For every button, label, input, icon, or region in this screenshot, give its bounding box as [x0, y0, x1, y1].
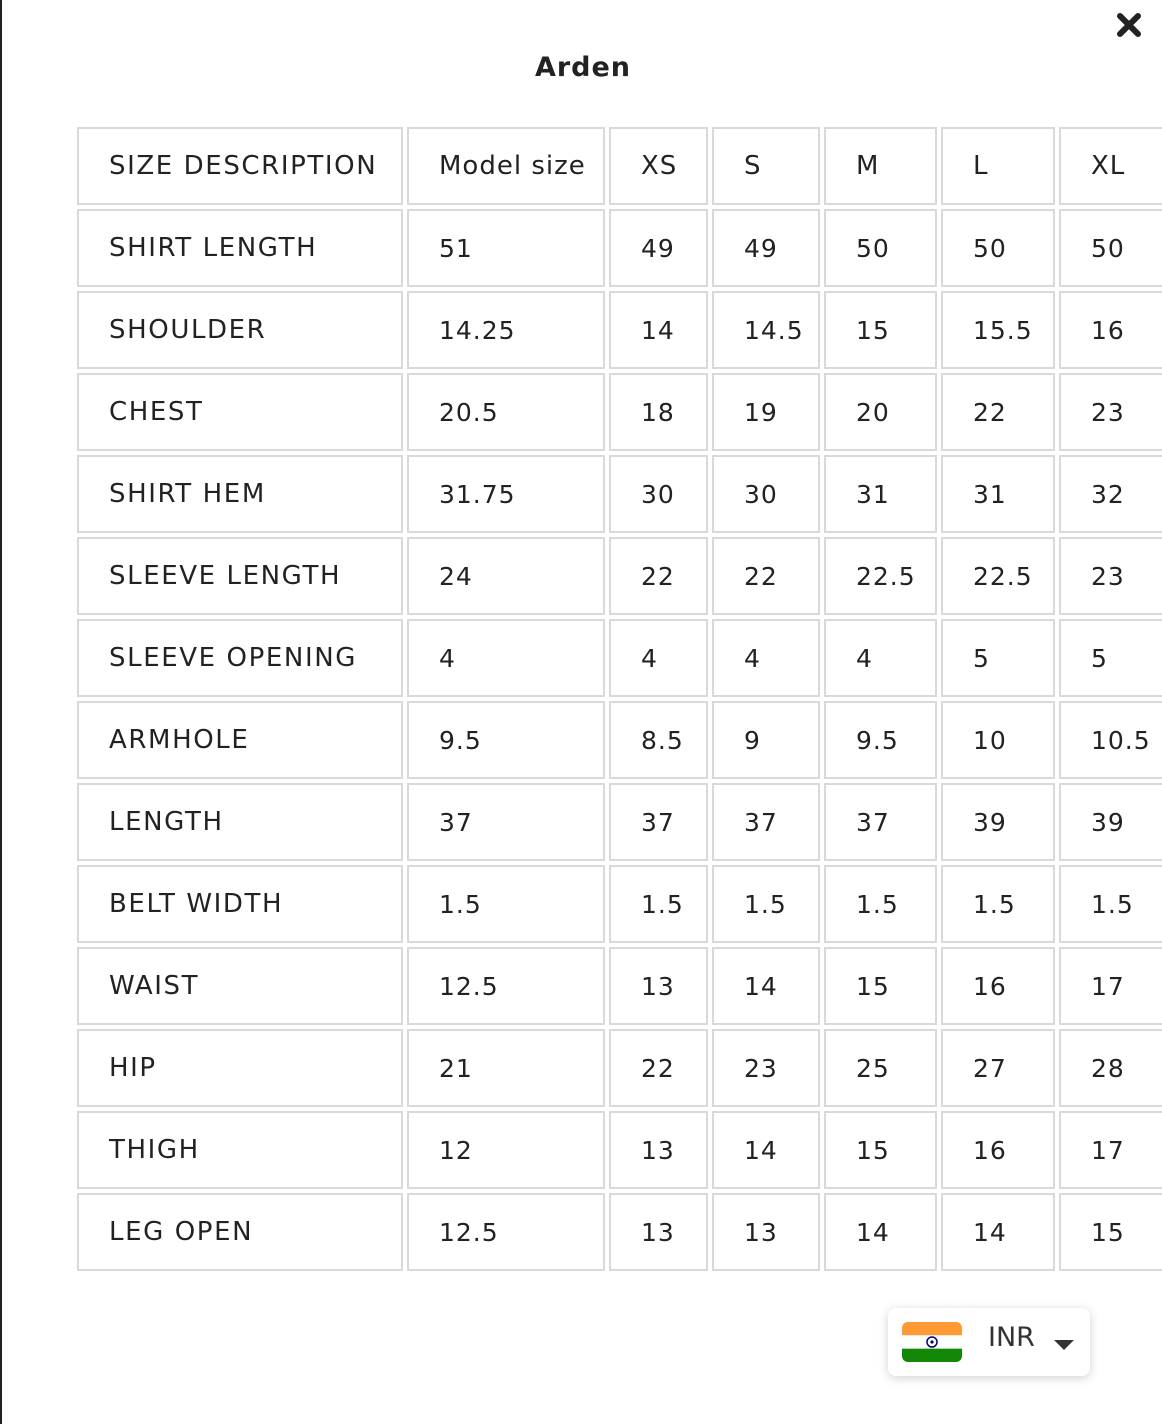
table-cell: 31.75 [407, 455, 605, 533]
table-cell: 20 [824, 373, 937, 451]
table-cell: 37 [609, 783, 708, 861]
table-cell: 23 [712, 1029, 820, 1107]
table-row [77, 209, 1162, 287]
table-body [77, 209, 1162, 1271]
table-cell: 16 [1059, 291, 1162, 369]
table-cell: 9.5 [824, 701, 937, 779]
table-row [77, 619, 1162, 697]
table-cell: 24 [407, 537, 605, 615]
table-row [77, 373, 1162, 451]
table-cell: 14 [712, 947, 820, 1025]
table-cell: 27 [941, 1029, 1055, 1107]
table-cell: 13 [609, 1193, 708, 1271]
table-cell: 1.5 [1059, 865, 1162, 943]
table-row [77, 1193, 1162, 1271]
table-cell: 10 [941, 701, 1055, 779]
row-label: WAIST [77, 947, 403, 1025]
header-size-xs: XS [609, 127, 708, 205]
table-cell: 49 [609, 209, 708, 287]
header-size-model-size: Model size [407, 127, 605, 205]
table-cell: 22 [712, 537, 820, 615]
table-row [77, 291, 1162, 369]
table-cell: 14.5 [712, 291, 820, 369]
currency-selector[interactable] [888, 1308, 1090, 1376]
row-label: SHOULDER [77, 291, 403, 369]
header-size-l: L [941, 127, 1055, 205]
size-table [73, 123, 1162, 1275]
table-cell: 13 [712, 1193, 820, 1271]
table-cell: 13 [609, 1111, 708, 1189]
table-cell: 37 [712, 783, 820, 861]
table-row [77, 1111, 1162, 1189]
table-cell: 12.5 [407, 947, 605, 1025]
table-row [77, 783, 1162, 861]
table-cell: 37 [824, 783, 937, 861]
table-cell: 31 [941, 455, 1055, 533]
row-label: SLEEVE OPENING [77, 619, 403, 697]
table-cell: 31 [824, 455, 937, 533]
table-cell: 25 [824, 1029, 937, 1107]
table-cell: 20.5 [407, 373, 605, 451]
row-label: SHIRT HEM [77, 455, 403, 533]
table-cell: 1.5 [609, 865, 708, 943]
table-cell: 50 [941, 209, 1055, 287]
table-cell: 37 [407, 783, 605, 861]
table-row [77, 865, 1162, 943]
row-label: ARMHOLE [77, 701, 403, 779]
row-label: THIGH [77, 1111, 403, 1189]
table-cell: 22.5 [941, 537, 1055, 615]
table-cell: 14.25 [407, 291, 605, 369]
table-cell: 15 [824, 947, 937, 1025]
table-cell: 15 [1059, 1193, 1162, 1271]
table-cell: 1.5 [712, 865, 820, 943]
table-cell: 22 [609, 537, 708, 615]
table-cell: 50 [824, 209, 937, 287]
table-cell: 16 [941, 947, 1055, 1025]
table-cell: 30 [712, 455, 820, 533]
row-label: LEG OPEN [77, 1193, 403, 1271]
table-cell: 12 [407, 1111, 605, 1189]
table-cell: 15.5 [941, 291, 1055, 369]
header-size-xl: XL [1059, 127, 1162, 205]
table-cell: 14 [609, 291, 708, 369]
table-row [77, 537, 1162, 615]
table-header-row [77, 127, 1162, 205]
table-cell: 23 [1059, 373, 1162, 451]
table-cell: 49 [712, 209, 820, 287]
table-cell: 32 [1059, 455, 1162, 533]
header-size-s: S [712, 127, 820, 205]
close-button[interactable] [1112, 8, 1146, 42]
table-row [77, 455, 1162, 533]
table-cell: 22.5 [824, 537, 937, 615]
row-label: CHEST [77, 373, 403, 451]
table-cell: 4 [407, 619, 605, 697]
table-cell: 1.5 [407, 865, 605, 943]
india-flag-icon [902, 1322, 962, 1362]
row-label: SLEEVE LENGTH [77, 537, 403, 615]
table-cell: 10.5 [1059, 701, 1162, 779]
table-cell: 14 [941, 1193, 1055, 1271]
currency-code: INR [988, 1322, 1035, 1353]
table-cell: 13 [609, 947, 708, 1025]
table-cell: 16 [941, 1111, 1055, 1189]
table-cell: 1.5 [941, 865, 1055, 943]
table-cell: 50 [1059, 209, 1162, 287]
row-label: LENGTH [77, 783, 403, 861]
row-label: BELT WIDTH [77, 865, 403, 943]
size-table-container [73, 123, 1162, 1275]
table-cell: 15 [824, 1111, 937, 1189]
table-cell: 4 [712, 619, 820, 697]
modal-title: Arden [534, 52, 632, 83]
table-cell: 17 [1059, 947, 1162, 1025]
table-cell: 5 [1059, 619, 1162, 697]
table-cell: 14 [824, 1193, 937, 1271]
header-size-description: SIZE DESCRIPTION [77, 127, 403, 205]
row-label: HIP [77, 1029, 403, 1107]
table-cell: 30 [609, 455, 708, 533]
caret-down-icon [1054, 1340, 1074, 1350]
table-cell: 22 [609, 1029, 708, 1107]
table-cell: 12.5 [407, 1193, 605, 1271]
table-cell: 1.5 [824, 865, 937, 943]
table-cell: 4 [609, 619, 708, 697]
table-cell: 14 [712, 1111, 820, 1189]
table-row [77, 1029, 1162, 1107]
table-row [77, 701, 1162, 779]
table-cell: 22 [941, 373, 1055, 451]
table-cell: 9 [712, 701, 820, 779]
table-cell: 51 [407, 209, 605, 287]
table-cell: 21 [407, 1029, 605, 1107]
close-icon [1115, 11, 1143, 39]
table-cell: 9.5 [407, 701, 605, 779]
table-cell: 4 [824, 619, 937, 697]
table-cell: 28 [1059, 1029, 1162, 1107]
row-label: SHIRT LENGTH [77, 209, 403, 287]
table-row [77, 947, 1162, 1025]
table-cell: 18 [609, 373, 708, 451]
table-cell: 5 [941, 619, 1055, 697]
table-cell: 17 [1059, 1111, 1162, 1189]
table-cell: 15 [824, 291, 937, 369]
header-size-m: M [824, 127, 937, 205]
table-cell: 39 [1059, 783, 1162, 861]
table-cell: 19 [712, 373, 820, 451]
table-cell: 23 [1059, 537, 1162, 615]
table-cell: 8.5 [609, 701, 708, 779]
table-cell: 39 [941, 783, 1055, 861]
